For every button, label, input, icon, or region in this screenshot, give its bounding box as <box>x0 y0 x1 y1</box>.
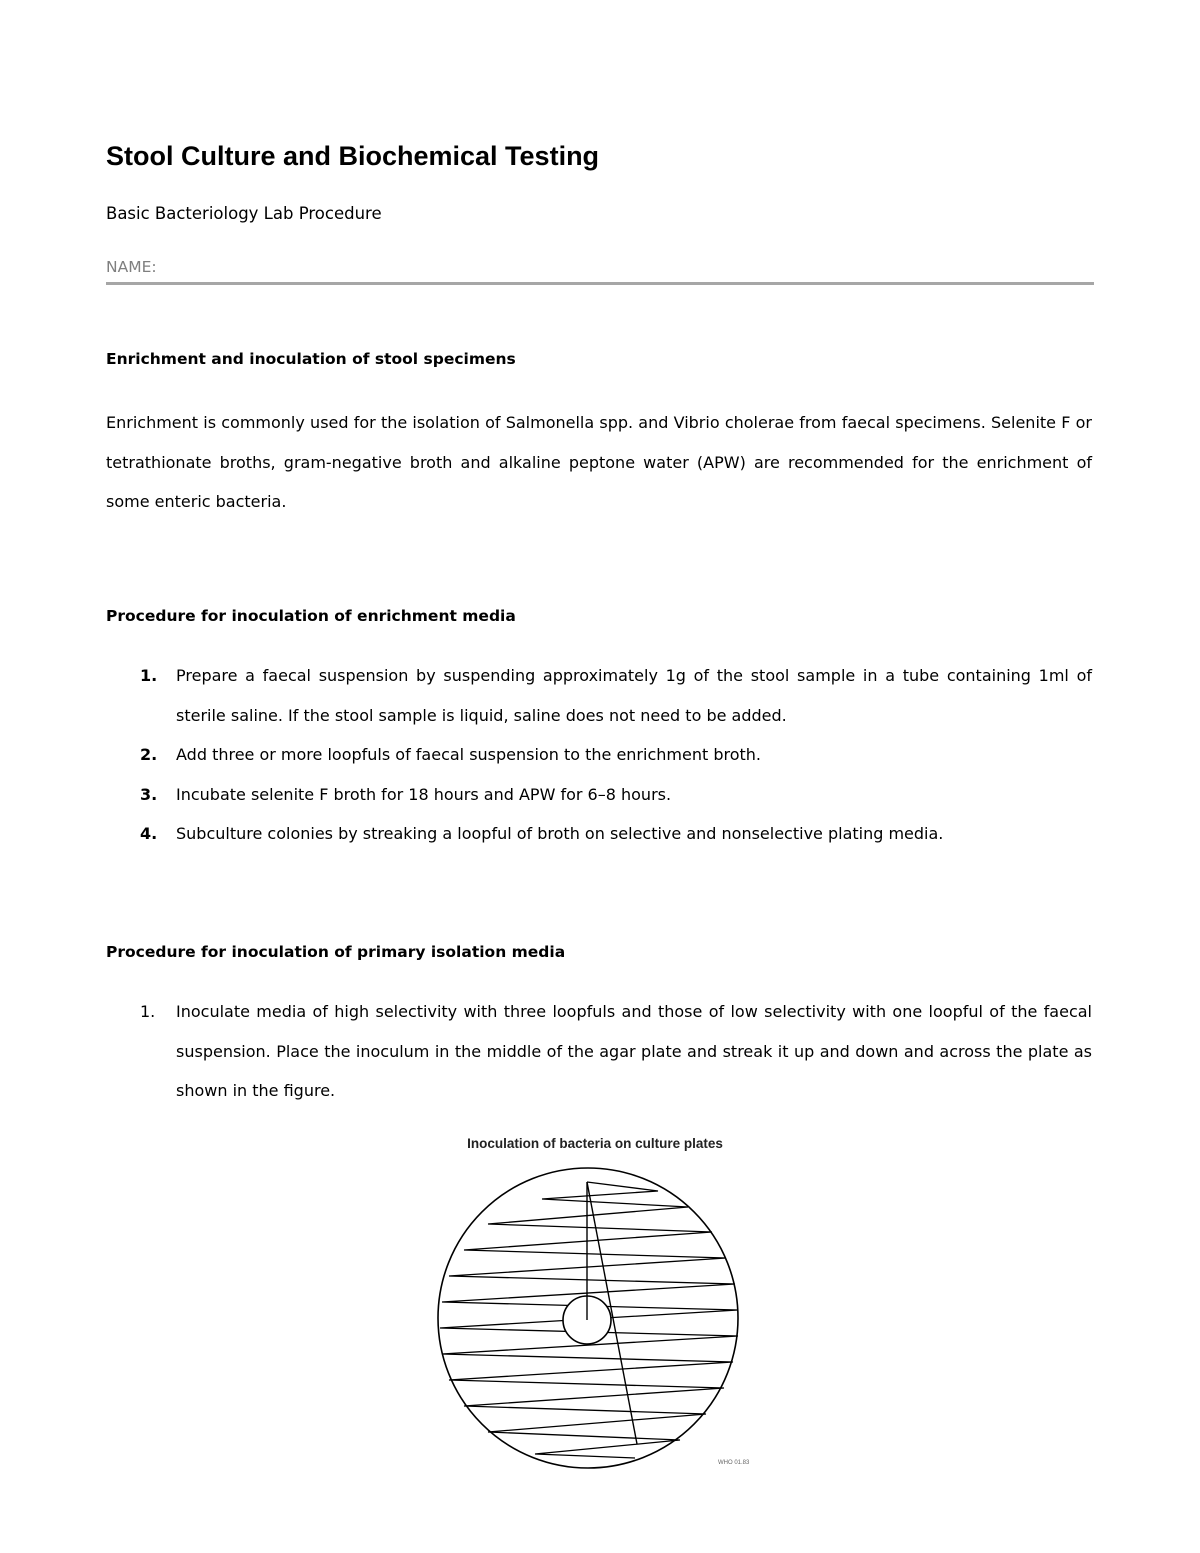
enrichment-paragraph: Enrichment is commonly used for the isolation of Salmonella spp. and Vibrio cholerae from faecal specimens. Selenite F or tetrathionate broths, gram-negative broth and alkaline peptone water (APW) are recommended for the enrichment of some enteric bacteria. <box>106 413 1092 511</box>
list-item <box>106 775 1092 815</box>
list-item-number: 1. <box>140 666 158 685</box>
document-subtitle: Basic Bacteriology Lab Procedure <box>106 204 382 223</box>
list-item-text: Inoculate media of high selectivity with three loopfuls and those of low selectivity with one loopful of the faecal suspension. Place the inoculum in the middle of the agar plate and streak it up and down and across the plate as shown in the figure. <box>176 1002 1092 1100</box>
list-item-number: 4. <box>140 824 158 843</box>
section-heading-enrichment: Enrichment and inoculation of stool specimens <box>106 350 516 368</box>
figure-caption: Inoculation of bacteria on culture plates <box>467 1136 723 1151</box>
primary-isolation-steps-list <box>106 992 1092 1111</box>
list-item-text: Subculture colonies by streaking a loopful of broth on selective and nonselective plating media. <box>176 824 944 843</box>
list-item <box>106 814 1092 854</box>
culture-plate-figure <box>430 1132 760 1482</box>
document-title: Stool Culture and Biochemical Testing <box>106 141 600 171</box>
list-item-number: 2. <box>140 745 158 764</box>
name-label: NAME: <box>106 258 157 276</box>
name-field[interactable] <box>106 256 1094 285</box>
enrichment-steps-list <box>106 656 1092 854</box>
list-item <box>106 656 1092 735</box>
list-item-number: 3. <box>140 784 158 804</box>
list-item-number: 1. <box>140 1002 156 1021</box>
figure-code-label: WHO 01.83 <box>718 1460 750 1466</box>
list-item-text: Add three or more loopfuls of faecal suspension to the enrichment broth. <box>176 745 761 764</box>
list-item-text: Incubate selenite F broth for 18 hours and APW for 6–8 hours. <box>176 784 672 804</box>
culture-plate-diagram <box>430 1160 760 1480</box>
list-item-text: Prepare a faecal suspension by suspending approximately 1g of the stool sample in a tube containing 1ml of sterile saline. If the stool sample is liquid, saline does not need to be added. <box>176 666 1092 725</box>
list-item <box>106 735 1092 775</box>
list-item <box>106 992 1092 1111</box>
section-heading-primary-isolation: Procedure for inoculation of primary isolation media <box>106 943 566 961</box>
section-heading-enrichment-procedure: Procedure for inoculation of enrichment media <box>106 607 516 625</box>
